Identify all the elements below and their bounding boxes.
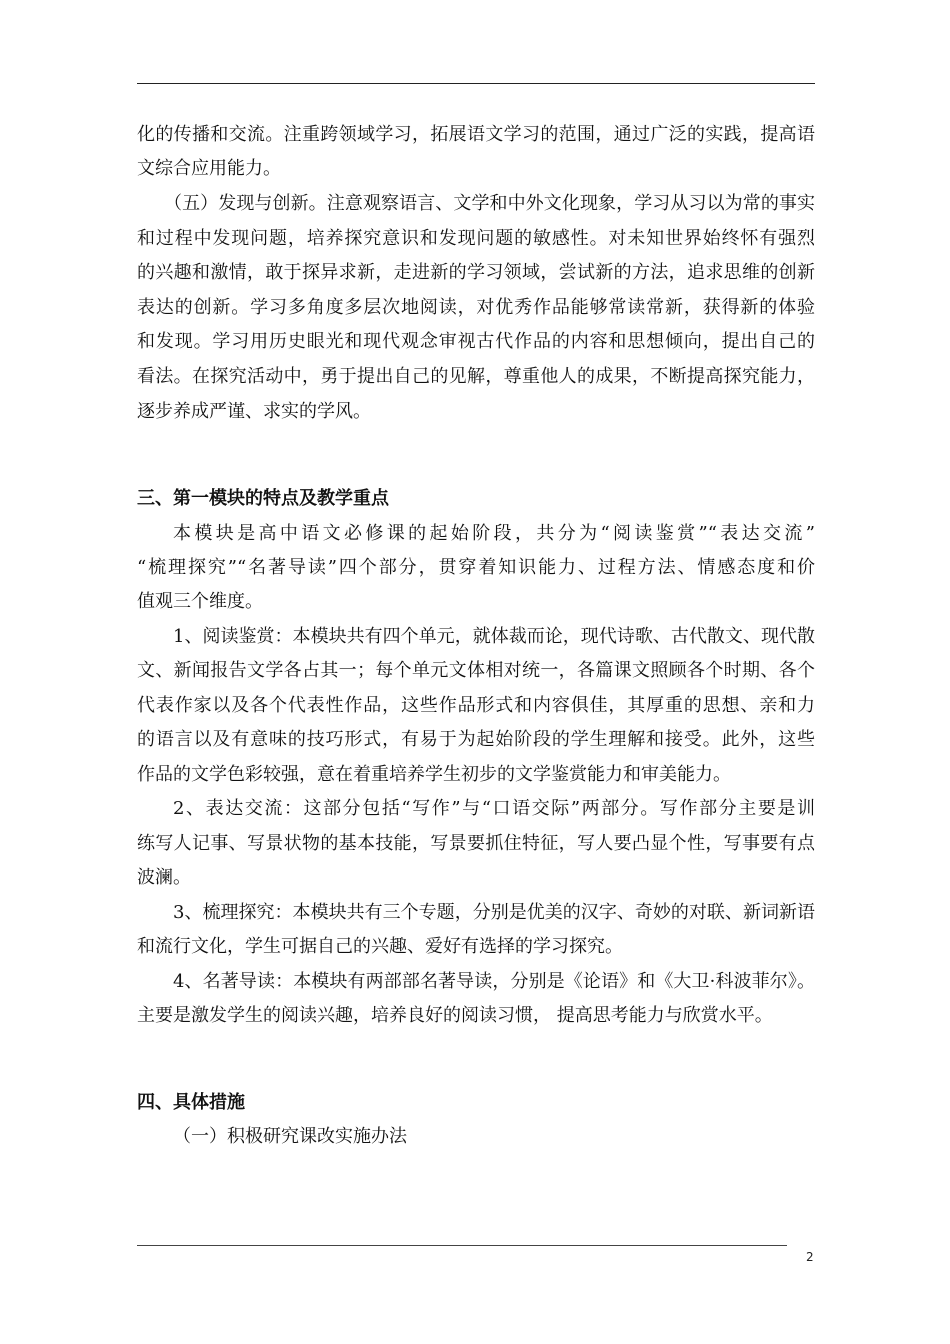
footer-rule <box>137 1245 787 1246</box>
text-line: 化的传播和交流。注重跨领域学习，拓展语文学习的范围，通过广泛的实践，提高语 <box>137 124 815 145</box>
text-line: 和流行文化，学生可据自己的兴趣、爱好有选择的学习探究。 <box>137 936 623 957</box>
text-line: 1、阅读鉴赏：本模块共有四个单元，就体裁而论，现代诗歌、古代散文、现代散 <box>173 626 815 647</box>
text-line: 和发现。学习用历史眼光和现代观念审视古代作品的内容和思想倾向，提出自己的 <box>137 331 815 352</box>
section-heading: 四、具体措施 <box>137 1092 245 1113</box>
text-line: “梳理探究”“名著导读”四个部分，贯穿着知识能力、过程方法、情感态度和价 <box>137 557 815 578</box>
text-line: 逐步养成严谨、求实的学风。 <box>137 401 371 422</box>
text-line: 看法。在探究活动中，勇于提出自己的见解，尊重他人的成果，不断提高探究能力， <box>137 366 815 387</box>
text-line: 的兴趣和激情，敢于探异求新，走进新的学习领域，尝试新的方法，追求思维的创新 <box>137 262 815 283</box>
section-heading: 三、第一模块的特点及教学重点 <box>137 488 389 509</box>
page-number: 2 <box>806 1250 814 1264</box>
text-line: 本模块是高中语文必修课的起始阶段，共分为“阅读鉴赏”“表达交流” <box>173 523 815 544</box>
text-line: 2、表达交流：这部分包括“写作”与“口语交际”两部分。写作部分主要是训 <box>173 798 815 819</box>
text-line: 4、名著导读：本模块有两部部名著导读，分别是《论语》和《大卫·科波菲尔》。 <box>173 971 815 992</box>
text-line: 文综合应用能力。 <box>137 158 281 179</box>
text-line: 作品的文学色彩较强，意在着重培养学生初步的文学鉴赏能力和审美能力。 <box>137 764 731 785</box>
text-line: 表达的创新。学习多角度多层次地阅读，对优秀作品能够常读常新，获得新的体验 <box>137 297 815 318</box>
text-line: 3、梳理探究：本模块共有三个专题，分别是优美的汉字、奇妙的对联、新词新语 <box>173 902 815 923</box>
text-line: 主要是激发学生的阅读兴趣，培养良好的阅读习惯， 提高思考能力与欣赏水平。 <box>137 1005 773 1026</box>
text-line: 的语言以及有意味的技巧形式，有易于为起始阶段的学生理解和接受。此外，这些 <box>137 729 815 750</box>
text-line: 代表作家以及各个代表性作品，这些作品形式和内容俱佳，其厚重的思想、亲和力 <box>137 695 815 716</box>
text-line: 和过程中发现问题，培养探究意识和发现问题的敏感性。对未知世界始终怀有强烈 <box>137 228 815 249</box>
text-line: （五）发现与创新。注意观察语言、文学和中外文化现象，学习从习以为常的事实 <box>164 193 815 214</box>
text-line: 练写人记事、写景状物的基本技能，写景要抓住特征，写人要凸显个性，写事要有点 <box>137 833 815 854</box>
sub-heading: （一）积极研究课改实施办法 <box>173 1126 407 1147</box>
header-rule <box>137 83 815 84</box>
text-line: 值观三个维度。 <box>137 591 263 612</box>
text-line: 波澜。 <box>137 867 191 888</box>
text-line: 文、新闻报告文学各占其一；每个单元文体相对统一，各篇课文照顾各个时期、各个 <box>137 660 815 681</box>
